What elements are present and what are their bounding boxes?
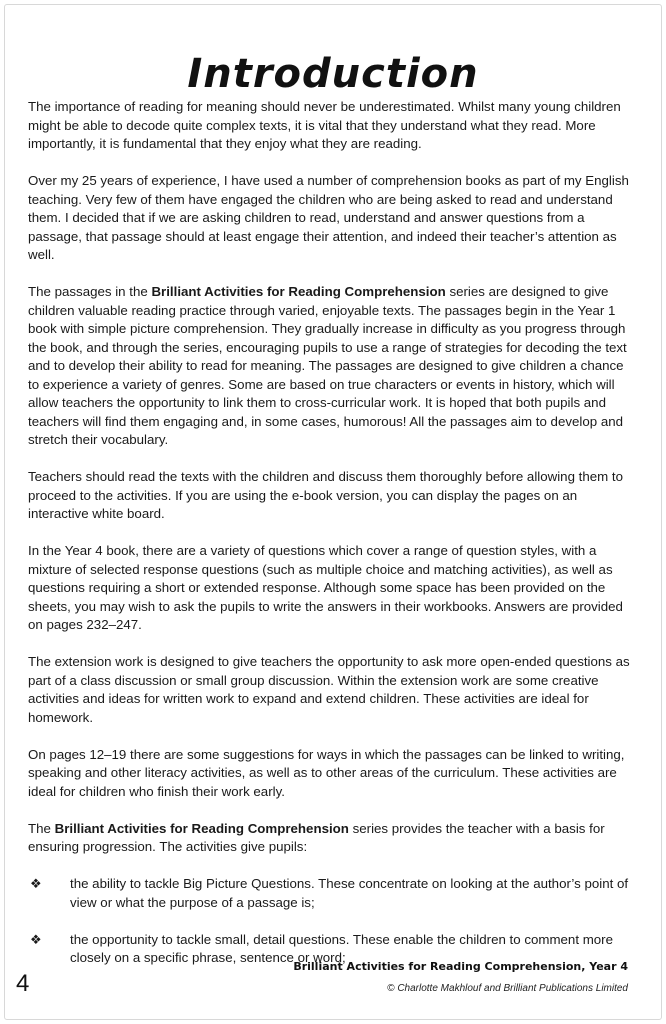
paragraph-4: Teachers should read the texts with the children and discuss them thoroughly before allowing them to proceed to the activities. If you are using the e-book version, you can display the pages on an interactive white board. — [28, 469, 624, 521]
paragraph-8 — [28, 820, 630, 857]
footer-book-title: Brilliant Activities for Reading Comprehension, Year 4 — [293, 960, 628, 973]
list-item-text: the ability to tackle Big Picture Questions. These concentrate on looking at the author’s point of view or what the purpose of a passage is; — [70, 876, 629, 910]
paragraph-3 — [28, 283, 630, 450]
paragraph-3-rest: series are designed to give children valuable reading practice through varied, enjoyable texts. The passages begin in the Year 1 book with simple picture comprehension. They gradually increase in difficulty as you progress through the book, and through the series, encouraging pupils to use a range of strategies for decoding the text and to develop their ability to read for meaning. The passages are designed to give children a chance to experience a variety of genres. Some are based on true characters or events in history, which will allow teachers the opportunity to link them to cross-curricular work. It is hoped that both pupils and teachers will find them engaging and, in some cases, humorous! All the passages aim to develop and stretch their vocabulary. — [28, 284, 627, 447]
paragraph-8-rest: series provides the teacher with a basis for ensuring progression. The activities give pupils: — [28, 820, 605, 854]
footer-copyright: © Charlotte Makhlouf and Brilliant Publications Limited — [387, 983, 628, 994]
series-name: Brilliant Activities for Reading Comprehension — [151, 284, 446, 299]
series-name: Brilliant Activities for Reading Comprehension — [54, 820, 349, 836]
body-text — [28, 98, 630, 986]
paragraph-5: In the Year 4 book, there are a variety of questions which cover a range of question styles, with a mixture of selected response questions (such as multiple choice and matching activities), as well as questions requiring a short or extended response. Although some space has been provided on the sheets, you may wish to ask the pupils to write the answers in their workbooks. Answers are provided on pages 232–247. — [28, 543, 623, 632]
paragraph-1: The importance of reading for meaning should never be underestimated. Whilst many young children might be able to decode quite complex texts, it is vital that they understand what they read. More importantly, it is fundamental that they enjoy what they are reading. — [28, 99, 621, 151]
paragraph-8-lead: The — [28, 820, 55, 836]
list-item-text: the opportunity to tackle small, detail questions. These enable the children to comment more closely on a specific phrase, sentence or word; — [70, 931, 614, 965]
bullet-diamond-icon: ❖ — [30, 876, 42, 891]
paragraph-6: The extension work is designed to give teachers the opportunity to ask more open-ended questions as part of a class discussion or small group discussion. Within the extension work are some creative activities and ideas for written work to expand and extend children. These activities are ideal for homework. — [28, 654, 630, 725]
list-item — [28, 875, 630, 912]
paragraph-3-lead: The passages in the — [28, 284, 152, 299]
page-number: 4 — [16, 970, 30, 997]
paragraph-7: On pages 12–19 there are some suggestions for ways in which the passages can be linked to writing, speaking and other literacy activities, as well as to other areas of the curriculum. These activities are ideal for children who finish their work early. — [28, 746, 625, 799]
bullet-diamond-icon: ❖ — [30, 931, 42, 947]
paragraph-2: Over my 25 years of experience, I have used a number of comprehension books as part of my English teaching. Very few of them have engaged the children who are being asked to read and understand them. I decided that if we are asking children to read, understand and answer questions from a passage, that passage should at least engage their attention, and indeed their teacher’s attention as well. — [28, 173, 629, 262]
page-title: Introduction — [187, 50, 479, 97]
